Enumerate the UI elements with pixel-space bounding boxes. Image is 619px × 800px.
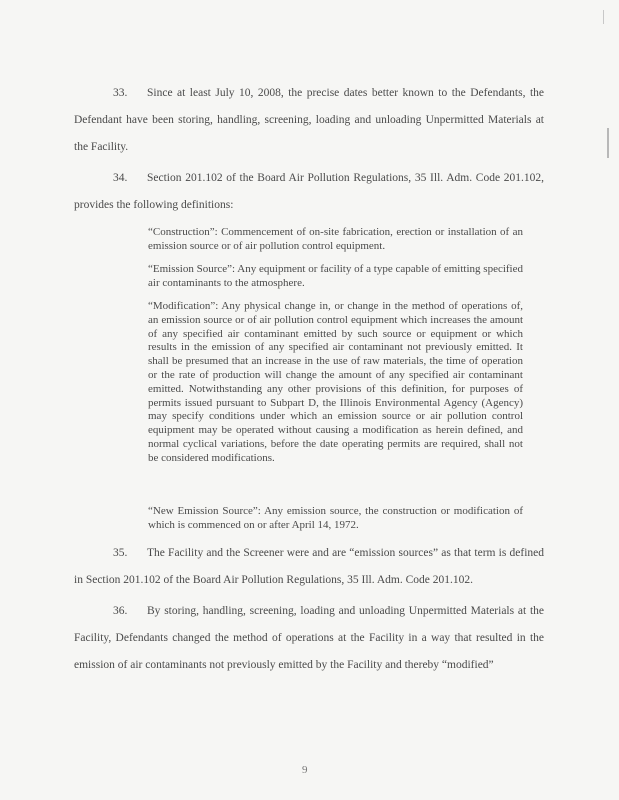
paragraph-34 <box>74 165 544 219</box>
definition-construction: “Construction”: Commencement of on-site fabrication, erection or installation of an emission source or of air pollution control equipment. <box>148 226 523 252</box>
paragraph-number: 34. <box>113 172 128 184</box>
page-number: 9 <box>302 764 308 776</box>
scan-artifact <box>603 10 604 24</box>
paragraph-text: The Facility and the Screener were and are “emission sources” as that term is defined in Section 201.102 of the Board Air Pollution Regulations, 35 Ill. Adm. Code 201.102. <box>74 547 544 586</box>
paragraph-text: Since at least July 10, 2008, the precise dates better known to the Defendants, the Defendant have been storing, handling, screening, loading and unloading Unpermitted Materials at the Facility. <box>74 87 544 153</box>
paragraph-text: By storing, handling, screening, loading and unloading Unpermitted Materials at the Facility, Defendants changed the method of operations at the Facility in a way that resulted in the emission of air contaminants not previously emitted by the Facility and thereby “modified” <box>74 605 544 671</box>
paragraph-number: 35. <box>113 547 128 559</box>
definition-modification: “Modification”: Any physical change in, or change in the method of operations of, an emission source or of air pollution control equipment which increases the amount of any specified air contaminant emitted by such source or equipment or which results in the emission of any specified air contaminant not previously emitted. It shall be presumed that an increase in the use of raw materials, the time of operation or the rate of production will change the amount of any specified air contaminant emitted. Notwithstanding any other provisions of this definition, for purposes of permits issued pursuant to Subpart D, the Illinois Environmental Agency (Agency) may specify conditions under which an emission source or air pollution control equipment may be operated without causing a modification as herein defined, and normal cyclical variations, before the date operating permits are required, shall not be considered modifications. <box>148 300 523 464</box>
definition-new-emission-source: “New Emission Source”: Any emission source, the construction or modification of which is commenced on or after April 14, 1972. <box>148 505 523 531</box>
paragraph-number: 33. <box>113 87 128 99</box>
paragraph-35 <box>74 540 544 594</box>
paragraph-36 <box>74 598 544 679</box>
scan-artifact <box>607 128 609 158</box>
paragraph-text: Section 201.102 of the Board Air Pollution Regulations, 35 Ill. Adm. Code 201.102, provides the following definitions: <box>74 172 544 211</box>
paragraph-33 <box>74 80 544 161</box>
definition-emission-source: “Emission Source”: Any equipment or facility of a type capable of emitting specified air contaminants to the atmosphere. <box>148 263 523 289</box>
paragraph-number: 36. <box>113 605 128 617</box>
